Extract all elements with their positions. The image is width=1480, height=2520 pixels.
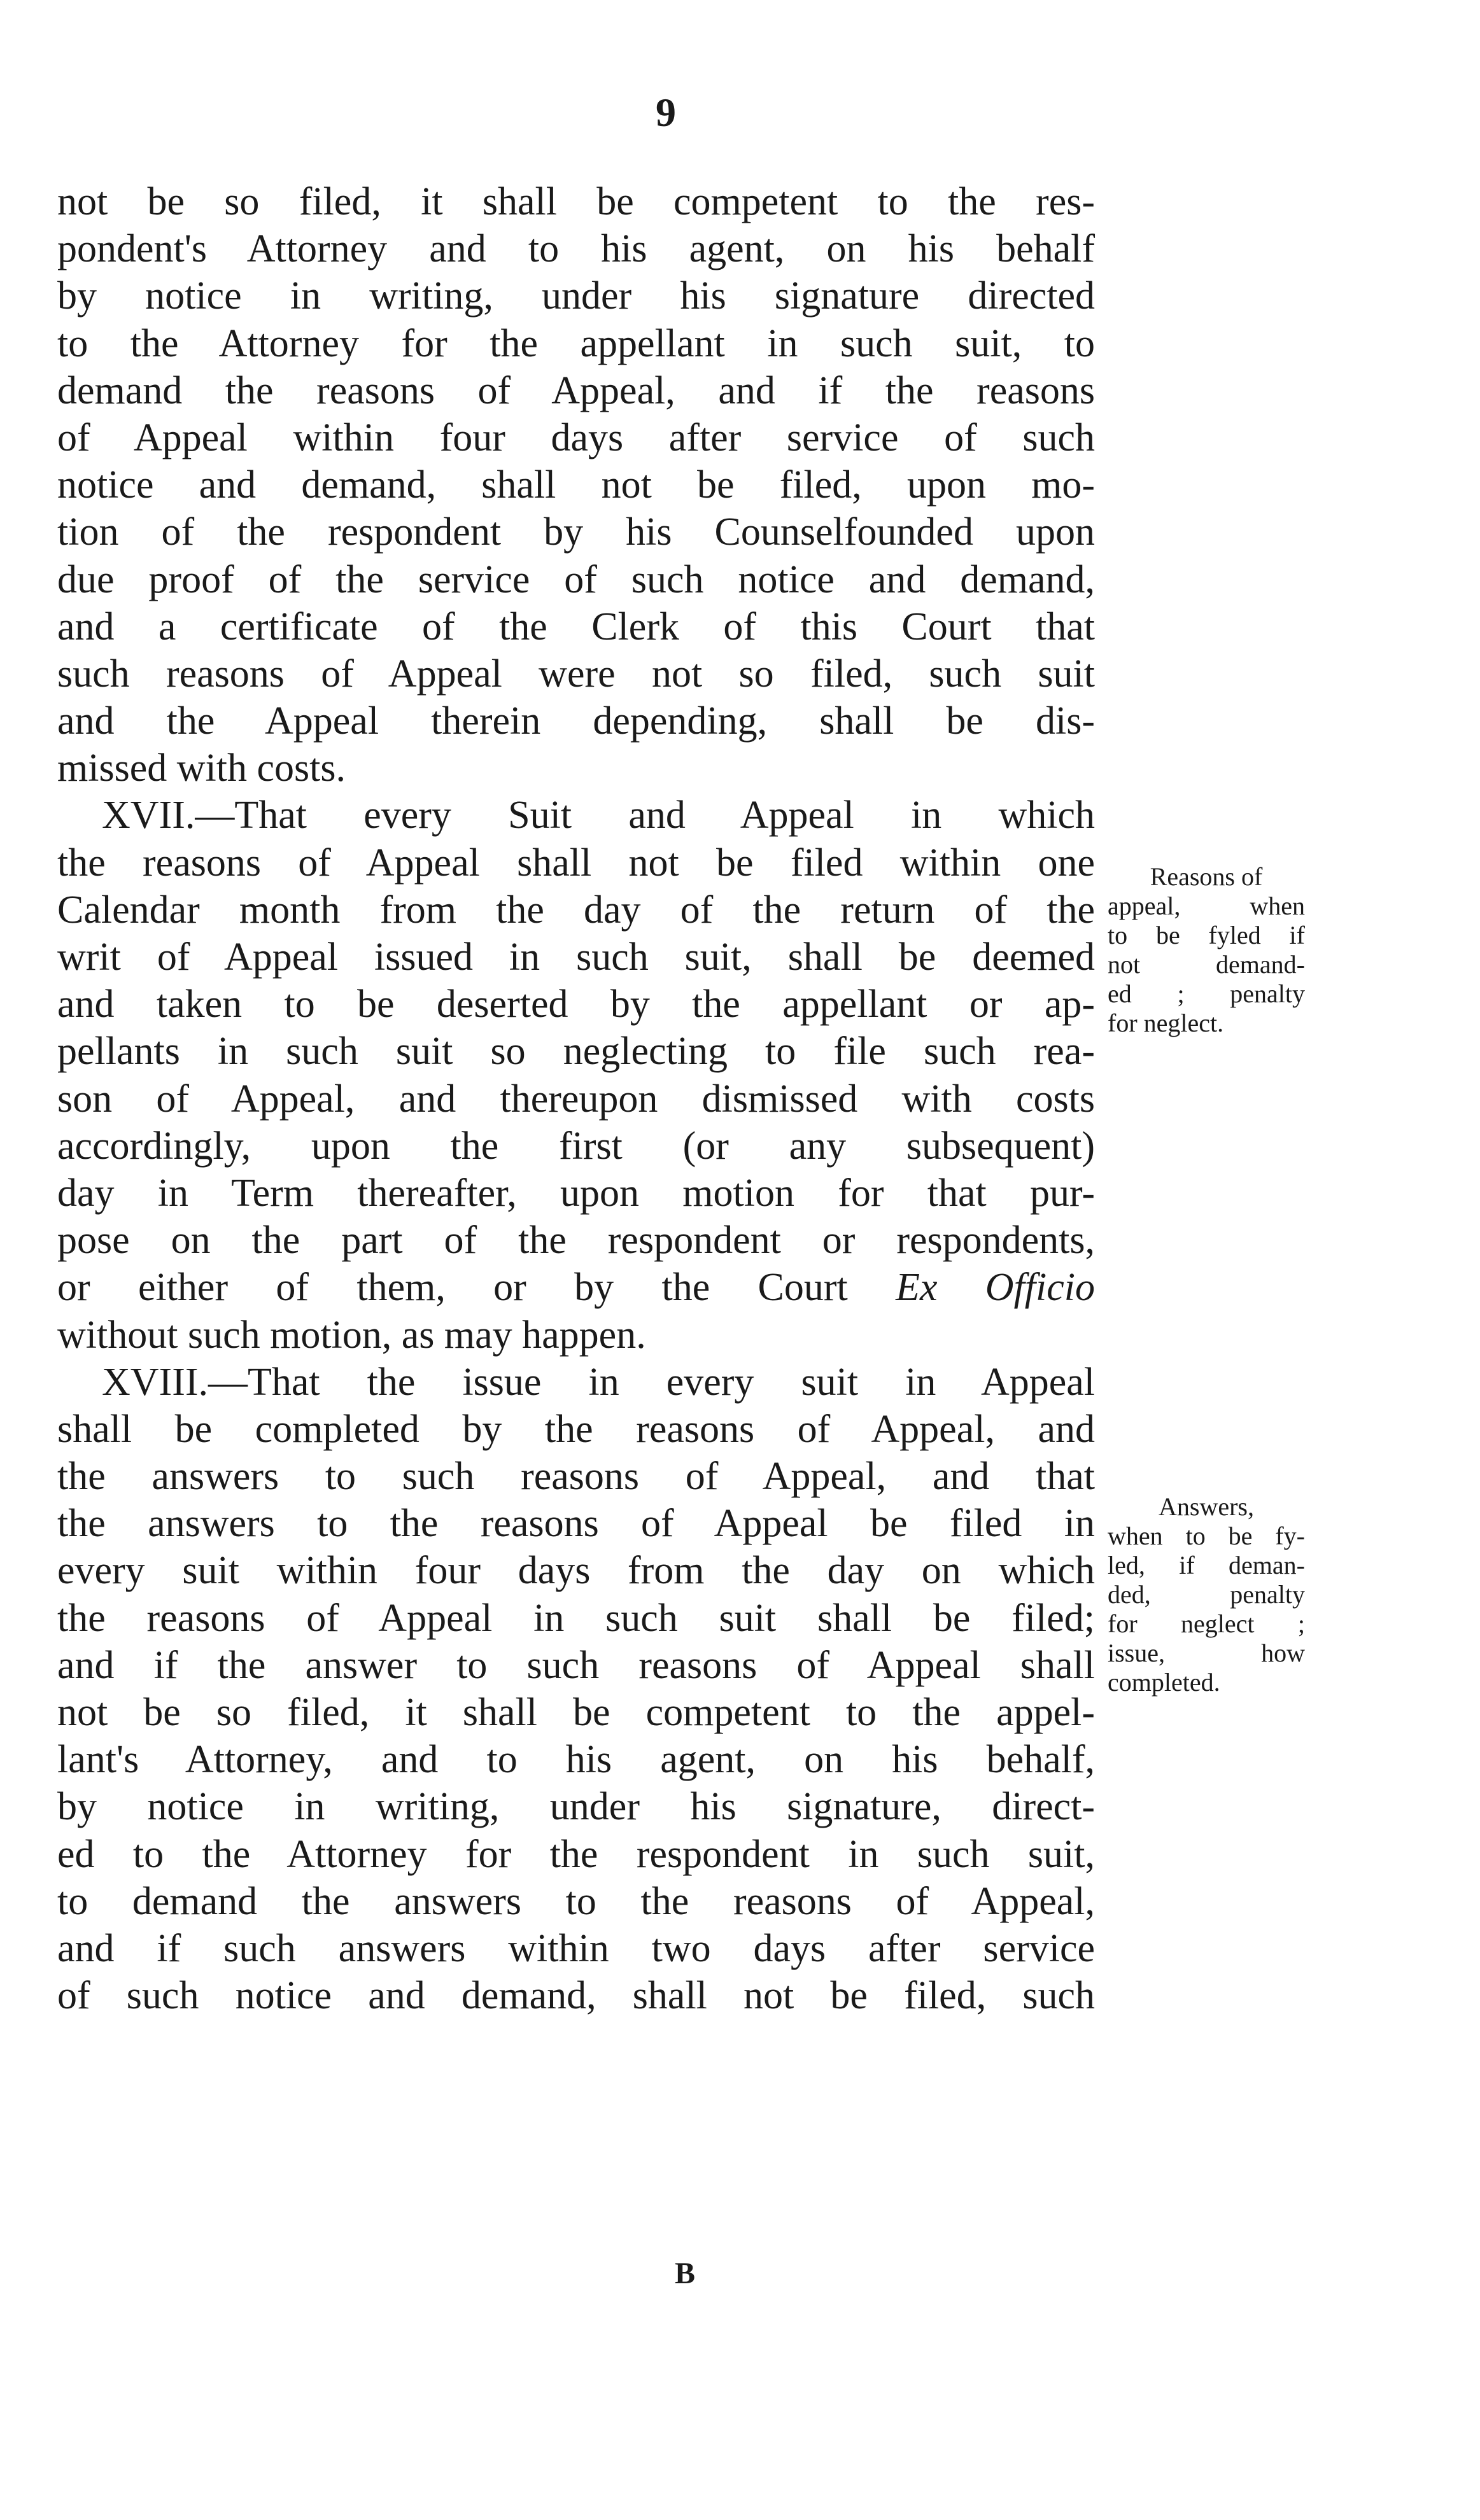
margin-note-line: Reasons of	[1150, 862, 1263, 891]
body-line: accordingly, upon the first (or any subsequent)	[57, 1124, 1095, 1168]
body-line: without such motion, as may happen.	[57, 1313, 646, 1357]
body-line: day in Term thereafter, upon motion for that pur-	[57, 1171, 1095, 1215]
body-line: the reasons of Appeal in such suit shall be filed;	[57, 1596, 1095, 1640]
margin-note-line: when to be fy-	[1108, 1522, 1305, 1550]
body-line: son of Appeal, and thereupon dismissed with costs	[57, 1077, 1095, 1121]
body-line: such reasons of Appeal were not so filed, such suit	[57, 652, 1095, 696]
body-line: and taken to be deserted by the appellant or ap-	[57, 983, 1095, 1026]
body-line: notice and demand, shall not be filed, upon mo-	[57, 463, 1095, 507]
body-line: missed with costs.	[57, 746, 346, 790]
margin-note-line: to be fyled if	[1108, 921, 1305, 949]
body-line: and a certificate of the Clerk of this Court that	[57, 605, 1095, 648]
margin-note-line: completed.	[1108, 1668, 1220, 1697]
body-line: of Appeal within four days after service of such	[57, 416, 1095, 459]
margin-note-line: not demand-	[1108, 950, 1305, 979]
margin-note-line: appeal, when	[1108, 892, 1305, 920]
margin-note-line: Answers,	[1159, 1492, 1254, 1521]
body-line: the answers to such reasons of Appeal, and that	[57, 1455, 1095, 1499]
page-number: 9	[656, 90, 676, 135]
body-line: the reasons of Appeal shall not be filed within one	[57, 841, 1095, 885]
margin-note-line: issue, how	[1108, 1639, 1305, 1667]
body-line-text: or either of them, or by the Court	[57, 1266, 848, 1310]
body-line: by notice in writing, under his signature, direct-	[57, 1785, 1095, 1829]
section-heading-line: XVII.—That every Suit and Appeal in which	[102, 794, 1095, 837]
body-line: not be so filed, it shall be competent to the res-	[57, 180, 1095, 223]
body-line: shall be completed by the reasons of Appeal, and	[57, 1407, 1095, 1451]
body-line: demand the reasons of Appeal, and if the reasons	[57, 368, 1095, 412]
body-text	[57, 178, 1095, 2019]
body-line: and if such answers within two days after service	[57, 1926, 1095, 1970]
margin-note-line: for neglect.	[1108, 1009, 1224, 1037]
body-line: pondent's Attorney and to his agent, on his behalf	[57, 227, 1095, 271]
body-line: and the Appeal therein depending, shall be dis-	[57, 699, 1095, 743]
body-line: every suit within four days from the day on which	[57, 1549, 1095, 1593]
body-line: the answers to the reasons of Appeal be filed in	[57, 1502, 1095, 1546]
body-line: lant's Attorney, and to his agent, on his behalf,	[57, 1738, 1095, 1782]
section-heading-line: XVIII.—That the issue in every suit in Appeal	[102, 1360, 1095, 1404]
body-line: of such notice and demand, shall not be filed, such	[57, 1974, 1095, 2018]
body-line: by notice in writing, under his signature directed	[57, 274, 1095, 318]
italic-phrase: Ex Officio	[896, 1266, 1096, 1310]
body-line: due proof of the service of such notice and demand,	[57, 557, 1095, 601]
body-line-with-italic	[57, 1264, 1095, 1311]
margin-note-line: ded, penalty	[1108, 1580, 1305, 1609]
body-line: not be so filed, it shall be competent to the appel-	[57, 1691, 1095, 1734]
body-line: pellants in such suit so neglecting to file such rea-	[57, 1030, 1095, 1074]
body-line: to demand the answers to the reasons of Appeal,	[57, 1879, 1095, 1923]
body-line: and if the answer to such reasons of Appeal shall	[57, 1643, 1095, 1687]
body-line: Calendar month from the day of the return of the	[57, 888, 1095, 932]
margin-note-line: ed ; penalty	[1108, 979, 1305, 1008]
body-line: pose on the part of the respondent or respondents,	[57, 1219, 1095, 1263]
margin-note-line: for neglect ;	[1108, 1609, 1305, 1638]
margin-note-reasons-of-appeal	[1108, 862, 1305, 1038]
margin-note-answers	[1108, 1492, 1305, 1697]
signature-mark: B	[675, 2257, 696, 2290]
body-line: tion of the respondent by his Counselfounded upon	[57, 510, 1095, 554]
body-line: to the Attorney for the appellant in such suit, to	[57, 321, 1095, 365]
body-line: ed to the Attorney for the respondent in such suit,	[57, 1832, 1095, 1876]
margin-note-line: led, if deman-	[1108, 1551, 1305, 1579]
body-line: writ of Appeal issued in such suit, shall be deemed	[57, 935, 1095, 979]
